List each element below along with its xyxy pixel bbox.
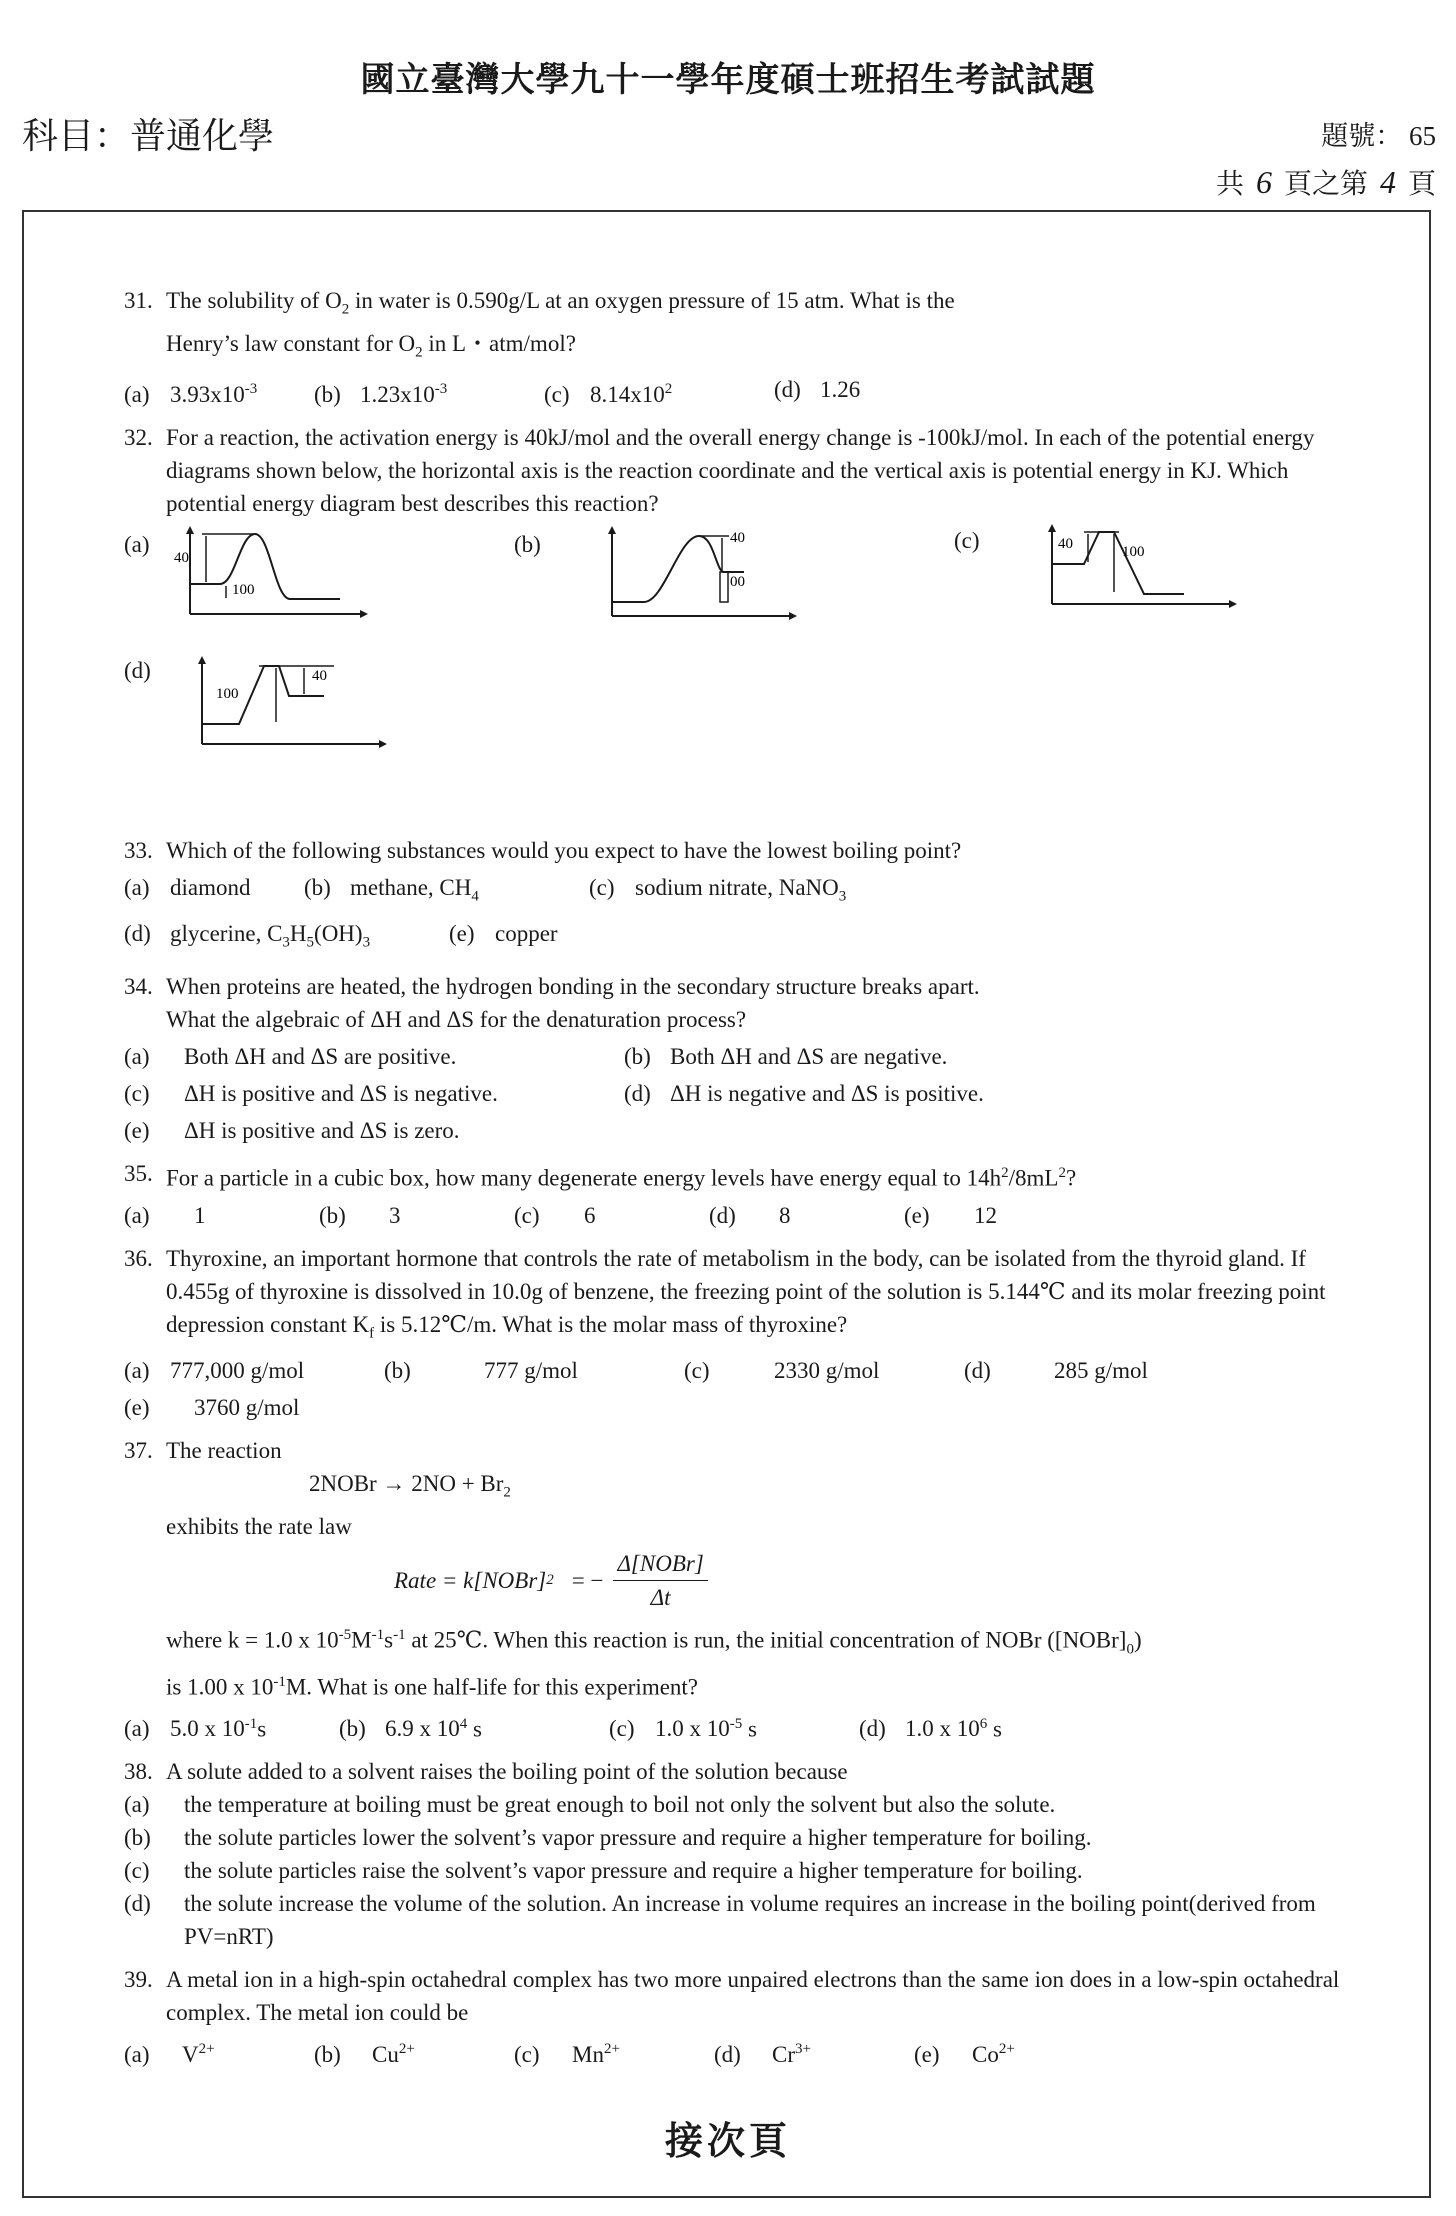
question-text: For a reaction, the activation energy is 40kJ/mol and the overall energy change is -100kJ/mol. In each of the potential energy diagrams shown below, the horizontal axis is the reaction coordinate and the vertical axis is potential energy in KJ. Which potential energy diagram best describes this reaction? — [166, 424, 1315, 516]
question-text: Thyroxine, an important hormone that controls the rate of metabolism in the body, can be isolated from the thyroid gland. If 0.455g of thyroxine is dissolved in 10.0g of benzene, the freezing point of the solution is 5.144℃ and its molar freezing point depression constant $K_f$ is 5.12℃/m. What is the molar mass of thyroxine? — [166, 1245, 1326, 1342]
option-b: (b) $Cu^{2+}$ — [314, 2041, 415, 2068]
answer-options-row1 — [124, 1354, 1354, 1387]
answer-options-row2 — [124, 1391, 1354, 1424]
option-c: (c) $Mn^{2+}$ — [514, 2041, 620, 2068]
diagram-a-100: 100 — [232, 581, 255, 598]
diagram-d-100: 100 — [216, 685, 239, 702]
option-a: (a) $V^{2+}$ — [124, 2041, 215, 2068]
question-33 — [124, 834, 1354, 960]
question-number: 35. — [124, 1161, 153, 1187]
question-text: For a particle in a cubic box, how many degenerate energy levels have energy equal to $14h^2/8mL^2$? — [166, 1165, 1077, 1191]
diagram-label-d: (d) — [124, 657, 151, 683]
rate-denominator: Δt — [650, 1585, 671, 1611]
question-number: 31. — [124, 288, 153, 313]
answer-options — [124, 2033, 1354, 2071]
question-39 — [124, 1963, 1354, 2071]
continue-next-page: 接次頁 — [664, 2121, 791, 2163]
energy-diagram-a — [174, 524, 370, 624]
option-b: (b) methane, $CH_4$ — [304, 874, 479, 905]
question-32 — [124, 421, 1354, 824]
answer-options-row1 — [124, 1040, 1354, 1073]
option-c: (c) 6 — [514, 1202, 596, 1228]
option-e: (e) copper — [449, 921, 558, 947]
diagram-label-b: (b) — [514, 531, 541, 557]
diagram-c-100: 100 — [1122, 543, 1145, 560]
option-e: (e) $Co^{2+}$ — [914, 2041, 1015, 2068]
question-text: Which of the following substances would you expect to have the lowest boiling point? — [166, 837, 962, 863]
option-b: (b) 3 — [319, 1202, 401, 1228]
option-d: (d) 1.0 x $10^6$ s — [859, 1715, 1002, 1742]
question-text: A solute added to a solvent raises the boiling point of the solution because — [166, 1759, 848, 1785]
diagram-d-40: 40 — [312, 667, 327, 684]
question-text: When proteins are heated, the hydrogen bonding in the secondary structure breaks apart. What the algebraic of ΔH and ΔS for the denaturation process? — [166, 974, 980, 1033]
option-c: (c) sodium nitrate, NaNO$_3$ — [589, 874, 847, 905]
subject-label: 科目：普通化學 — [22, 116, 275, 156]
option-c: (c) $8.14x10^2$ — [544, 381, 673, 407]
question-text: A metal ion in a high-spin octahedral complex has two more unpaired electrons than the same ion does in a low-spin octahedral complex. The metal ion could be — [166, 1967, 1340, 2026]
answer-options — [124, 1199, 1354, 1232]
option-d: (d) $Cr^{3+}$ — [714, 2041, 811, 2068]
option-a: (a) the temperature at boiling must be great enough to boil not only the solvent but also the solute. — [124, 1792, 1056, 1818]
diagram-b-40: 40 — [730, 529, 745, 546]
question-31 — [124, 284, 1354, 411]
question-number: 32. — [124, 424, 153, 450]
energy-diagram-d — [194, 654, 394, 754]
option-b: (b) Both ΔH and ΔS are negative. — [624, 1044, 948, 1070]
question-number: 33. — [124, 837, 153, 863]
question-34 — [124, 970, 1354, 1147]
option-d: (d) glycerine, $C_3H_5(OH)_3$ — [124, 921, 371, 952]
question-36 — [124, 1242, 1354, 1425]
option-e: (e) 3760 g/mol — [124, 1395, 300, 1421]
page-indicator: 共 6 頁之第 4 頁 — [1215, 164, 1436, 200]
energy-diagram-b — [604, 524, 804, 624]
option-b: (b) 777 g/mol — [384, 1358, 578, 1384]
question-code: 題號： 65 — [1321, 121, 1436, 151]
option-a: (a) $3.93x10^{-3}$ — [124, 381, 258, 407]
question-text-continued: where k = 1.0 x $10^{-5}M^{-1}s^{-1}$ at 25℃. When this reaction is run, the initial concentration of NOBr $([NOBr]_0)$ is 1.00 x $10^{-1}M$. What is one half-life for this experiment? — [166, 1626, 1142, 1700]
rate-law-intro: exhibits the rate law — [166, 1513, 352, 1539]
question-35 — [124, 1157, 1354, 1232]
question-number: 34. — [124, 974, 153, 1000]
option-a: (a) 5.0 x $10^{-1}s$ — [124, 1715, 267, 1742]
option-b: (b) 6.9 x $10^4$ s — [339, 1715, 482, 1742]
option-a: (a) 777,000 g/mol — [124, 1358, 305, 1384]
rate-numerator: Δ[NOBr] — [613, 1547, 707, 1581]
question-text: The reaction — [166, 1438, 282, 1464]
option-b: (b) $1.23x10^{-3}$ — [314, 381, 448, 407]
answer-options-row2 — [124, 1077, 1354, 1110]
question-number: 37. — [124, 1438, 153, 1464]
option-a: (a) diamond — [124, 874, 251, 900]
option-b: (b) the solute particles lower the solvent’s vapor pressure and require a higher temperature for boiling. — [124, 1825, 1092, 1851]
option-d: (d) 8 — [709, 1202, 791, 1228]
question-number: 36. — [124, 1245, 153, 1271]
answer-options — [124, 373, 1354, 411]
option-d: (d) the solute increase the volume of the solution. An increase in volume requires an increase in the boiling point(derived from PV=nRT) — [124, 1891, 1316, 1950]
reaction-equation: 2NOBr → $2NO + Br_2$ — [309, 1471, 511, 1501]
answer-options — [124, 1708, 1354, 1746]
question-37 — [124, 1434, 1354, 1745]
question-number: 39. — [124, 1967, 153, 1993]
diagram-c-40: 40 — [1058, 535, 1073, 552]
answer-options — [124, 1788, 1354, 1953]
energy-diagram-c — [1044, 524, 1244, 614]
question-38 — [124, 1755, 1354, 1953]
option-a: (a) Both ΔH and ΔS are positive. — [124, 1044, 457, 1070]
diagram-label-c: (c) — [954, 527, 980, 553]
energy-diagrams — [124, 524, 1354, 824]
diagram-label-a: (a) — [124, 531, 150, 557]
option-c: (c) 2330 g/mol — [684, 1358, 880, 1384]
question-text: The solubility of $O_2$ in water is 0.590g/L at an oxygen pressure of 15 atm. What is the Henry’s law constant for $O_2$ in L・atm/mol? — [166, 288, 955, 361]
option-e: (e) ΔH is positive and ΔS is zero. — [124, 1118, 460, 1144]
option-c: (c) 1.0 x $10^{-5}$ s — [609, 1715, 757, 1742]
diagram-b-00: 00 — [730, 573, 745, 590]
diagram-a-40: 40 — [174, 549, 189, 566]
question-list — [124, 284, 1354, 2081]
rate-law-equation: Rate = k[NOBr] 2 = − $\frac{\text{Δ[NOBr]}}{\Delta t}$ — [394, 1543, 1354, 1619]
question-number: 38. — [124, 1759, 153, 1785]
option-d: (d) ΔH is negative and ΔS is positive. — [624, 1081, 984, 1107]
option-d: (d) 1.26 — [774, 377, 861, 403]
option-d: (d) 285 g/mol — [964, 1358, 1148, 1384]
answer-options-row1 — [124, 871, 1354, 914]
answer-options-row2 — [124, 917, 1354, 960]
exam-title: 國立臺灣大學九十一學年度碩士班招生考試試題 — [360, 62, 1096, 99]
option-c: (c) ΔH is positive and ΔS is negative. — [124, 1081, 498, 1107]
answer-options-row3 — [124, 1114, 1354, 1147]
option-c: (c) the solute particles raise the solvent’s vapor pressure and require a higher temperature for boiling. — [124, 1858, 1083, 1884]
option-e: (e) 12 — [904, 1202, 997, 1228]
option-a: (a) 1 — [124, 1202, 206, 1228]
